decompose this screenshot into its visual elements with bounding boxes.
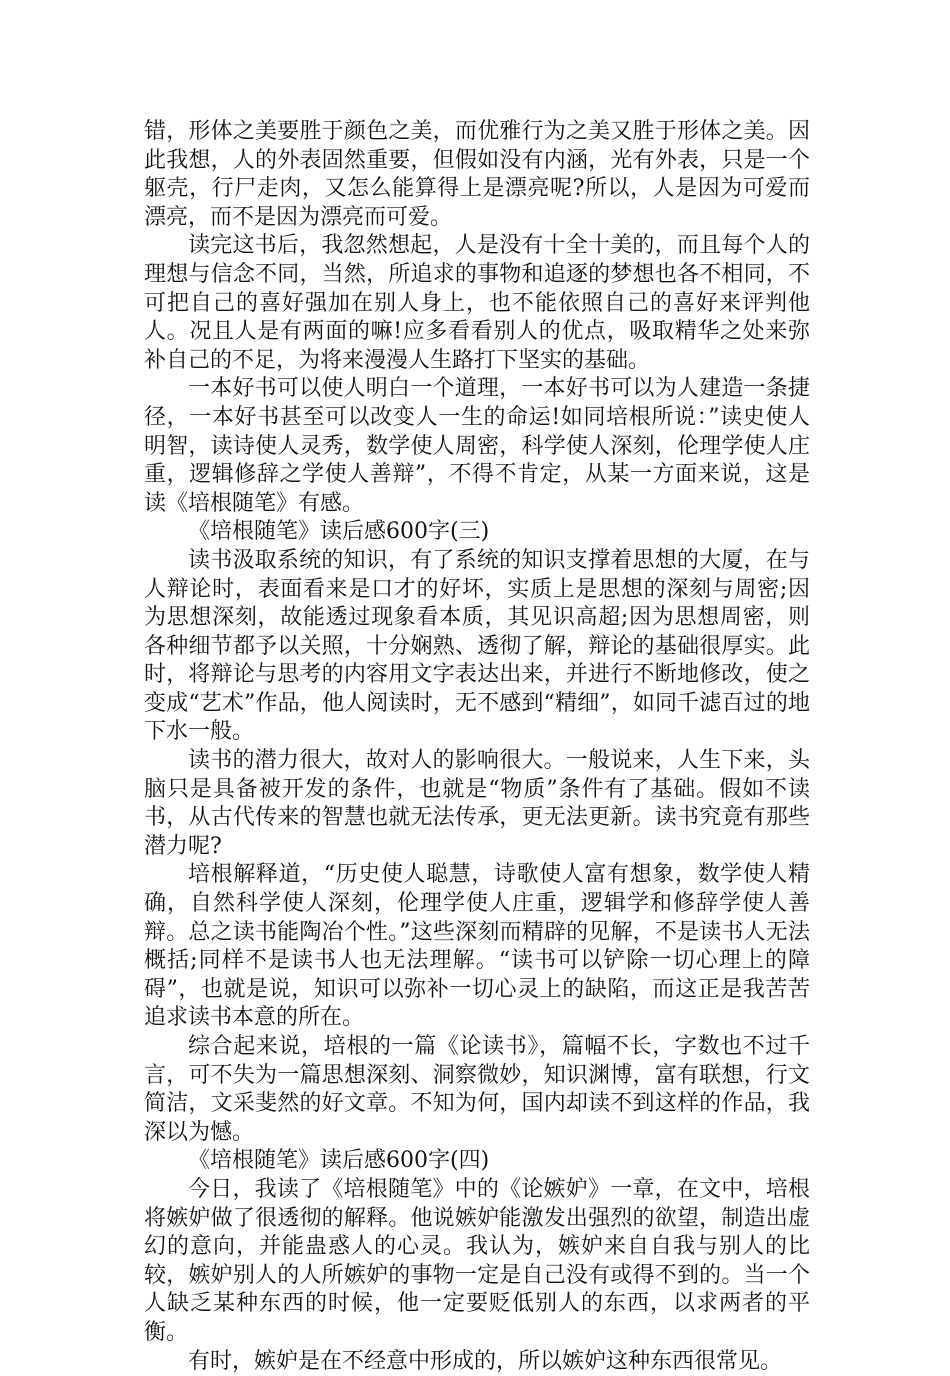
paragraph: 培根解释道，“历史使人聪慧，诗歌使人富有想象，数学使人精确，自然科学使人深刻，伦理学使人庄重，逻辑学和修辞学使人善辩。总之读书能陶冶个性。”这些深刻而精辟的见解，不是读书人无法概括;同样不是读书人也无法理解。“读书可以铲除一切心理上的障碍”，也就是说，知识可以弥补一切心灵上的缺陷，而这正是我苦苦追求读书本意的所在。 bbox=[144, 862, 810, 1031]
paragraph: 读书的潜力很大，故对人的影响很大。一般说来，人生下来，头脑只是具备被开发的条件，也就是“物质”条件有了基础。假如不读书，从古代传来的智慧也就无法传承，更无法更新。读书究竟有那些潜力呢? bbox=[144, 748, 810, 859]
section-heading-4: 《培根随笔》读后感600字(四) bbox=[188, 1148, 490, 1174]
paragraph: 有时，嫉妒是在不经意中形成的，所以嫉妒这种东西很常见。 bbox=[188, 1348, 783, 1374]
paragraph: 读书汲取系统的知识，有了系统的知识支撑着思想的大厦，在与人辩论时，表面看来是口才的好坏，实质上是思想的深刻与周密;因为思想深刻，故能透过现象看本质，其见识高超;因为思想周密，则各种细节都予以关照，十分娴熟、透彻了解，辩论的基础很厚实。此时，将辩论与思考的内容用文字表达出来，并进行不断地修改，使之变成“艺术”作品，他人阅读时，无不感到“精细”，如同千滤百过的地下水一般。 bbox=[144, 547, 810, 745]
document-body bbox=[144, 118, 810, 1376]
paragraph-continuation: 错，形体之美要胜于颜色之美，而优雅行为之美又胜于形体之美。因此我想，人的外表固然重要，但假如没有内涵，光有外表，只是一个躯壳，行尸走肉，又怎么能算得上是漂亮呢?所以，人是因为可爱而漂亮，而不是因为漂亮而可爱。 bbox=[144, 119, 810, 230]
paragraph: 综合起来说，培根的一篇《论读书》，篇幅不长，字数也不过千言，可不失为一篇思想深刻、洞察微妙，知识渊博，富有联想，行文简洁，文采斐然的好文章。不知为何，国内却读不到这样的作品，我深以为憾。 bbox=[144, 1034, 810, 1145]
section-heading-3: 《培根随笔》读后感600字(三) bbox=[188, 519, 490, 545]
paragraph: 读完这书后，我忽然想起，人是没有十全十美的，而且每个人的理想与信念不同，当然，所追求的事物和追逐的梦想也各不相同，不可把自己的喜好强加在别人身上，也不能依照自己的喜好来评判他人。况且人是有两面的嘛!应多看看别人的优点，吸取精华之处来弥补自己的不足，为将来漫漫人生路打下坚实的基础。 bbox=[144, 233, 810, 373]
paragraph: 今日，我读了《培根随笔》中的《论嫉妒》一章，在文中，培根将嫉妒做了很透彻的解释。他说嫉妒能激发出强烈的欲望，制造出虚幻的意向，并能蛊惑人的心灵。我认为，嫉妒来自自我与别人的比较，嫉妒别人的人所嫉妒的事物一定是自己没有或得不到的。当一个人缺乏某种东西的时候，他一定要贬低别人的东西，以求两者的平衡。 bbox=[144, 1176, 810, 1345]
paragraph: 一本好书可以使人明白一个道理，一本好书可以为人建造一条捷径，一本好书甚至可以改变人一生的命运!如同培根所说：”读史使人明智，读诗使人灵秀，数学使人周密，科学使人深刻，伦理学使人庄重，逻辑修辞之学使人善辩”，不得不肯定，从某一方面来说，这是读《培根随笔》有感。 bbox=[144, 376, 810, 516]
